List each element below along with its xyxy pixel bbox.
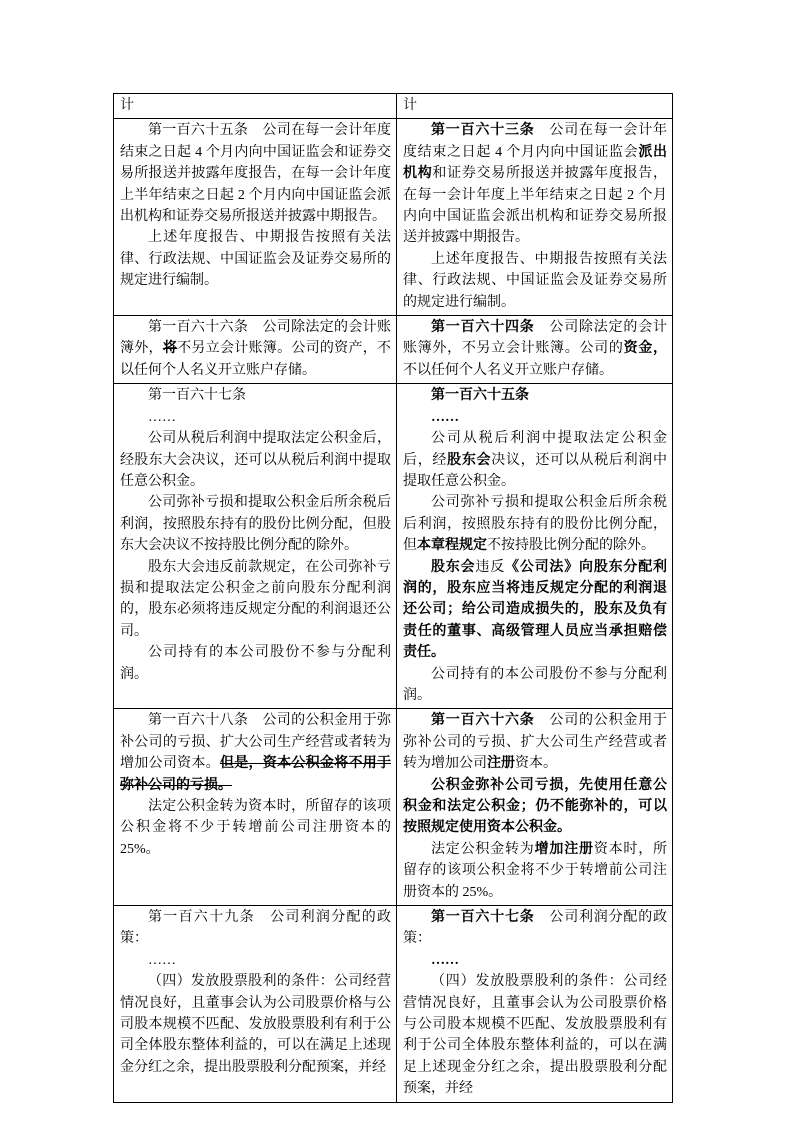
text-run: 派出机构 xyxy=(403,144,668,182)
text-run: 第一百六十三条 xyxy=(431,123,535,139)
text-run: 增加注册 xyxy=(534,841,594,857)
right-cell xyxy=(397,94,673,119)
text-run: 公司在每一会计年度结束之日起 4 个月内向中国证监会 xyxy=(403,123,668,160)
text-run: 公司的公积金用于弥补公司的亏损、扩大公司生产经营或者转为增加公司 xyxy=(403,713,668,772)
text-run: 公司除法定的会计账簿外，不另立会计账簿。公司的 xyxy=(403,320,668,357)
text-run: 公司持有的本公司股份不参与分配利润。 xyxy=(120,645,391,682)
text-run: 股东会 xyxy=(431,559,476,575)
table-row xyxy=(114,316,673,384)
paragraph xyxy=(120,557,391,643)
right-cell xyxy=(397,906,673,1103)
text-run: 上述年度报告、中期报告按照有关法律、行政法规、中国证监会及证券交易所的规定进行编制。 xyxy=(403,251,667,310)
right-cell xyxy=(397,316,673,384)
text-run: 法定公积金转为 xyxy=(431,841,535,857)
table-row xyxy=(114,119,673,316)
text-run: 法定公积金转为资本时，所留存的该项公积金将不少于转增前公司注册资本的25%。 xyxy=(120,799,391,857)
table-row xyxy=(114,709,673,906)
text-run: 但是，资本公积金将不用于弥补公司的亏损。 xyxy=(120,756,392,793)
text-run: 公司从税后利润中提取法定公积金后，经股东大会决议，还可以从税后利润中提取任意公积金。 xyxy=(120,431,391,489)
text-run: 和证券交易所报送并披露年度报告，在每一会计年度上半年结束之日起 2 个月内向中国证监会派出机构和证券交易所报送并披露中期报告。 xyxy=(403,166,668,246)
paragraph xyxy=(120,227,391,291)
text-run: 计 xyxy=(403,98,417,113)
paragraph xyxy=(403,907,667,950)
paragraph xyxy=(120,95,391,116)
paragraph xyxy=(120,971,391,1078)
paragraph xyxy=(120,120,391,227)
text-run: 股东大会违反前款规定，在公司弥补亏损和提取法定公积金之前向股东分配利润的，股东必须将违反规定分配的利润退还公司。 xyxy=(120,559,391,639)
paragraph xyxy=(403,95,667,116)
text-run: 资本。 xyxy=(515,756,557,772)
text-run: 第一百六十七条 xyxy=(431,910,535,926)
comparison-table xyxy=(113,93,673,1103)
paragraph xyxy=(403,407,667,428)
paragraph xyxy=(403,120,667,248)
left-cell xyxy=(114,906,397,1103)
paragraph xyxy=(120,407,391,428)
paragraph xyxy=(120,385,391,406)
text-run: 注册 xyxy=(487,756,515,772)
text-run: 公司持有的本公司股份不参与分配利润。 xyxy=(403,666,667,703)
paragraph xyxy=(120,796,391,860)
left-cell xyxy=(114,94,397,119)
right-cell xyxy=(397,709,673,906)
text-run: 《公司法》向股东分配利润的，股东应当将违反规定分配的利润退还公司；给公司造成损失的，股东及负有责任的董事、高级管理人员应当承担赔偿责任。 xyxy=(403,559,668,661)
text-run: 不以任何个人名义开立账户存储。 xyxy=(403,362,613,378)
paragraph xyxy=(120,492,391,556)
text-run: （四）发放股票股利的条件：公司经营情况良好，且董事会认为公司股票价格与公司股本规模不匹配、发放股票股利有利于公司全体股东整体利益的，可以在满足上述现金分红之余，提出股票股利分配预案，并经 xyxy=(403,974,667,1097)
table-row xyxy=(114,906,673,1103)
text-run: …… xyxy=(148,409,176,425)
text-run: 第一百六十五条 xyxy=(431,388,529,404)
text-run: 计 xyxy=(120,98,134,113)
paragraph xyxy=(403,317,667,381)
text-run: （四）发放股票股利的条件：公司经营情况良好，且董事会认为公司股票价格与公司股本规模不匹配、发放股票股利有利于公司全体股东整体利益的，可以在满足上述现金分红之余，提出股票股利分配预案，并经 xyxy=(120,974,391,1075)
right-cell xyxy=(397,384,673,709)
paragraph xyxy=(120,907,391,950)
left-cell xyxy=(114,119,397,316)
table-row xyxy=(114,384,673,709)
paragraph xyxy=(403,492,667,556)
paragraph xyxy=(403,249,667,313)
paragraph xyxy=(403,664,667,707)
text-run: …… xyxy=(431,952,459,968)
paragraph xyxy=(403,428,667,492)
left-cell xyxy=(114,316,397,384)
comparison-table-body xyxy=(114,94,673,1103)
text-run: 本章程规定 xyxy=(417,538,487,554)
text-run: 不按持股比例分配的除外。 xyxy=(487,538,655,554)
text-run: 第一百六十六条 xyxy=(431,713,535,729)
paragraph xyxy=(403,839,667,903)
text-run: 公司弥补亏损和提取公积金后所余税后利润，按照股东持有的股份比例分配，但 xyxy=(403,495,667,554)
text-run: 第一百六十五条 公司在每一会计年度结束之日起 4 个月内向中国证监会和证券交易所报送并披露年度报告，在每一会计年度上半年结束之日起 2 个月内向中国证监会派出机构和证券交易所报送并披露中期报告。 xyxy=(120,123,391,225)
text-run: 资金， xyxy=(623,341,668,357)
text-run: 第一百六十八条 公司的公积金用于弥补公司的亏损、扩大公司生产经营或者转为增加公司资本。 xyxy=(120,713,391,772)
text-run: 上述年度报告、中期报告按照有关法律、行政法规、中国证监会及证券交易所的规定进行编制。 xyxy=(120,230,391,289)
paragraph xyxy=(120,428,391,492)
paragraph xyxy=(403,950,667,971)
left-cell xyxy=(114,384,397,709)
text-run: 公积金弥补公司亏损，先使用任意公积金和法定公积金；仍不能弥补的，可以按照规定使用资本公积金。 xyxy=(403,777,667,836)
text-run: 公司从税后利润中提取法定公积金后，经 xyxy=(403,431,667,468)
text-run: 第一百六十六条 公司除法定的会计账簿外， xyxy=(120,320,391,357)
text-run: 决议，还可以从税后利润中提取任意公积金。 xyxy=(403,452,668,489)
paragraph xyxy=(120,642,391,685)
left-cell xyxy=(114,709,397,906)
text-run: 公司弥补亏损和提取公积金后所余税后利润，按照股东持有的股份比例分配，但股东大会决议不按持股比例分配的除外。 xyxy=(120,495,391,554)
table-row xyxy=(114,94,673,119)
text-run: …… xyxy=(431,409,459,425)
paragraph xyxy=(403,385,667,406)
text-run: 将 xyxy=(162,341,178,357)
text-run: 资本时，所留存的该项公积金将不少于转增前公司注册资本的 25%。 xyxy=(403,841,668,900)
text-run: 股东会 xyxy=(447,452,492,468)
paragraph xyxy=(120,710,391,796)
paragraph xyxy=(120,950,391,971)
right-cell xyxy=(397,119,673,316)
text-run: 第一百六十九条 公司利润分配的政策： xyxy=(120,910,391,947)
text-run: 第一百六十四条 xyxy=(431,320,535,336)
text-run: 违反 xyxy=(475,559,506,575)
paragraph xyxy=(403,710,667,774)
text-run: 不另立会计账簿。公司的资产，不以任何个人名义开立账户存储。 xyxy=(120,341,392,378)
text-run: 公司利润分配的政策： xyxy=(403,910,668,947)
paragraph xyxy=(403,557,667,664)
paragraph xyxy=(403,971,667,1099)
paragraph xyxy=(403,775,667,839)
paragraph xyxy=(120,317,391,381)
text-run: …… xyxy=(148,952,176,968)
text-run: 第一百六十七条 xyxy=(148,388,246,404)
